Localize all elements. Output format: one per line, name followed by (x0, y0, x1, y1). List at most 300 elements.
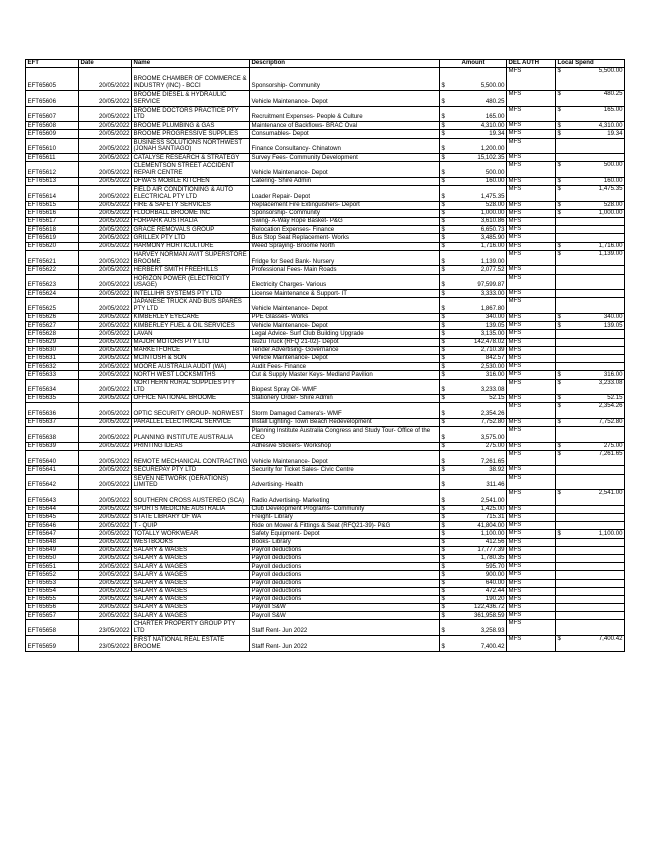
eft-cell: EFT65620 (26, 242, 79, 250)
eft-cell: EFT65647 (26, 530, 79, 538)
eft-cell: EFT65656 (26, 604, 79, 612)
date-cell: 20/05/2022 (79, 346, 132, 354)
amount-cell (440, 505, 507, 513)
date-cell: 20/05/2022 (79, 514, 132, 522)
header-date: Date (79, 60, 132, 68)
date-cell: 20/05/2022 (79, 154, 132, 162)
amount-cell (440, 554, 507, 562)
table-row (26, 554, 625, 562)
del-auth-cell: MFS (507, 250, 556, 266)
currency-symbol: $ (557, 90, 561, 97)
currency-symbol: $ (557, 379, 561, 386)
eft-cell: EFT65649 (26, 546, 79, 554)
del-auth-cell: MFS (507, 209, 556, 217)
amount-cell (440, 563, 507, 571)
header-del-auth: DEL AUTH (507, 60, 556, 68)
currency-symbol: $ (441, 570, 445, 578)
eft-cell: EFT65613 (26, 177, 79, 185)
eft-cell: EFT65636 (26, 403, 79, 419)
amount-cell (440, 154, 507, 162)
currency-symbol: $ (441, 370, 445, 378)
currency-symbol: $ (441, 217, 445, 225)
name-cell: PRINTING IDEAS (132, 442, 250, 450)
table-row (26, 338, 625, 346)
name-cell: DFWA'S MOBILE KITCHEN (132, 177, 250, 185)
amount-value: 2,077.52 (480, 265, 505, 273)
name-cell: MOORE AUSTRALIA AUDIT (WA) (132, 363, 250, 371)
date-cell: 20/05/2022 (79, 466, 132, 474)
name-cell: KIMBERLEY FUEL & OIL SERVICES (132, 322, 250, 330)
eft-cell: EFT65651 (26, 563, 79, 571)
amount-value: 5,500.00 (480, 82, 505, 90)
date-cell: 20/05/2022 (79, 450, 132, 466)
eft-cell: EFT65623 (26, 274, 79, 290)
name-cell: TOTALLY WORKWEAR (132, 530, 250, 538)
table-row (26, 371, 625, 379)
description-cell: Payroll deductions (250, 579, 440, 587)
amount-value: 3,485.90 (480, 233, 505, 241)
currency-symbol: $ (441, 410, 445, 418)
date-cell: 20/05/2022 (79, 579, 132, 587)
name-cell: NORTHERN RURAL SUPPLIES PTY LTD (132, 379, 250, 395)
table-row (26, 130, 625, 138)
currency-symbol: $ (557, 106, 561, 113)
name-cell: SALARY & WAGES (132, 554, 250, 562)
currency-symbol: $ (441, 121, 445, 129)
currency-symbol: $ (557, 313, 561, 321)
amount-cell (440, 274, 507, 290)
amount-cell (440, 266, 507, 274)
date-cell: 20/05/2022 (79, 563, 132, 571)
amount-cell (440, 604, 507, 612)
eft-cell: EFT65628 (26, 330, 79, 338)
del-auth-cell: MFS (507, 522, 556, 530)
local-spend-cell (556, 595, 625, 603)
del-auth-cell: MFS (507, 505, 556, 513)
del-auth-cell: MFS (507, 234, 556, 242)
date-cell: 20/05/2022 (79, 571, 132, 579)
local-spend-cell (556, 106, 625, 122)
amount-cell (440, 418, 507, 426)
description-cell: Payroll S&W (250, 612, 440, 620)
name-cell: FIELD AIR CONDITIONING & AUTO ELECTRICAL PTY LTD (132, 186, 250, 202)
table-row (26, 612, 625, 620)
name-cell: OPTIC SECURITY GROUP- NORWEST (132, 403, 250, 419)
description-cell: Electricity Charges- Various (250, 274, 440, 290)
currency-symbol: $ (441, 386, 445, 394)
amount-cell (440, 91, 507, 107)
eft-cell: EFT65622 (26, 266, 79, 274)
del-auth-cell: MFS (507, 122, 556, 130)
del-auth-cell: MFS (507, 379, 556, 395)
amount-value: 480.25 (485, 97, 505, 105)
local-spend-cell (556, 322, 625, 330)
description-cell: Cut & Supply Master Keys- Medland Pavilion (250, 371, 440, 379)
amount-value: 2,354.26 (480, 410, 505, 418)
date-cell: 20/05/2022 (79, 612, 132, 620)
local-spend-value: 275.00 (603, 442, 623, 450)
date-cell: 20/05/2022 (79, 122, 132, 130)
date-cell: 20/05/2022 (79, 266, 132, 274)
amount-value: 640.00 (485, 579, 505, 586)
del-auth-cell: MFS (507, 418, 556, 426)
local-spend-value: 2,541.00 (598, 489, 623, 497)
date-cell: 20/05/2022 (79, 363, 132, 371)
table-row (26, 234, 625, 242)
name-cell: PARALLEL ELECTRICAL SERVICE (132, 418, 250, 426)
table-row (26, 91, 625, 107)
amount-value: 6,650.73 (480, 225, 505, 233)
name-cell: LAVAN (132, 330, 250, 338)
local-spend-cell (556, 571, 625, 579)
eft-cell: EFT65655 (26, 595, 79, 603)
eft-cell: EFT65630 (26, 346, 79, 354)
eft-cell: EFT65645 (26, 514, 79, 522)
amount-cell (440, 595, 507, 603)
description-cell: Relocation Expenses- Finance (250, 226, 440, 234)
currency-symbol: $ (441, 354, 445, 362)
date-cell: 20/05/2022 (79, 177, 132, 185)
local-spend-cell (556, 91, 625, 107)
date-cell: 20/05/2022 (79, 587, 132, 595)
currency-symbol: $ (557, 489, 561, 497)
amount-value: 160.00 (485, 177, 505, 185)
del-auth-cell: MFS (507, 242, 556, 250)
currency-symbol: $ (441, 201, 445, 209)
amount-cell (440, 466, 507, 474)
eft-cell: EFT65629 (26, 338, 79, 346)
description-cell: PPE Glasses- Works (250, 314, 440, 322)
del-auth-cell: MFS (507, 330, 556, 338)
currency-symbol: $ (557, 201, 561, 209)
eft-cell: EFT65646 (26, 522, 79, 530)
eft-cell: EFT65642 (26, 474, 79, 490)
table-row (26, 354, 625, 362)
currency-symbol: $ (441, 177, 445, 185)
local-spend-cell (556, 538, 625, 546)
name-cell: SEVEN NETWORK (OERATIONS) LIMITED (132, 474, 250, 490)
local-spend-cell (556, 201, 625, 209)
table-row (26, 466, 625, 474)
description-cell: Payroll deductions (250, 554, 440, 562)
name-cell: SALARY & WAGES (132, 579, 250, 587)
description-cell: Fridge for Seed Bank- Nursery (250, 250, 440, 266)
currency-symbol: $ (557, 635, 561, 643)
currency-symbol: $ (557, 161, 561, 169)
local-spend-cell (556, 290, 625, 298)
del-auth-cell: MFS (507, 636, 556, 652)
name-cell: SPORTS MEDICINE AUSTRALIA (132, 505, 250, 513)
local-spend-cell (556, 162, 625, 178)
description-cell: Replacement Fire Extinguishers- Deport (250, 201, 440, 209)
name-cell: BROOME DIESEL & HYDRAULIC SERVICE (132, 91, 250, 107)
amount-value: 1,000.00 (480, 209, 505, 217)
description-cell: Staff Rent- Jun 2022 (250, 636, 440, 652)
table-row (26, 427, 625, 443)
local-spend-cell (556, 522, 625, 530)
currency-symbol: $ (557, 250, 561, 257)
local-spend-cell (556, 177, 625, 185)
local-spend-cell (556, 490, 625, 506)
header-local-spend: Local Spend (556, 60, 625, 68)
currency-symbol: $ (441, 305, 445, 313)
eft-cell: EFT65644 (26, 505, 79, 513)
currency-symbol: $ (441, 153, 445, 161)
currency-symbol: $ (441, 513, 445, 521)
name-cell: BROOME DOCTORS PRACTICE PTY LTD (132, 106, 250, 122)
local-spend-value: 1,000.00 (598, 209, 623, 217)
name-cell: BROOME PLUMBING & GAS (132, 122, 250, 130)
amount-value: 1,425.00 (480, 505, 505, 513)
amount-cell (440, 427, 507, 443)
currency-symbol: $ (441, 505, 445, 513)
amount-cell (440, 106, 507, 122)
amount-value: 38.92 (489, 465, 505, 473)
table-row (26, 218, 625, 226)
table-row (26, 595, 625, 603)
amount-cell (440, 636, 507, 652)
del-auth-cell: MFS (507, 450, 556, 466)
table-row (26, 106, 625, 122)
eft-cell: EFT65610 (26, 138, 79, 154)
amount-cell (440, 226, 507, 234)
amount-value: 472.44 (485, 587, 505, 595)
amount-value: 4,310.00 (480, 121, 505, 129)
local-spend-value: 7,261.65 (598, 450, 623, 457)
name-cell: FIRE & SAFETY SERVICES (132, 201, 250, 209)
description-cell: Advertising- Health (250, 474, 440, 490)
date-cell: 20/05/2022 (79, 218, 132, 226)
table-row (26, 450, 625, 466)
table-row (26, 490, 625, 506)
date-cell: 20/05/2022 (79, 298, 132, 314)
date-cell: 23/05/2022 (79, 636, 132, 652)
description-cell: Payroll deductions (250, 571, 440, 579)
name-cell: BROOME PROGRESSIVE SUPPLIES (132, 130, 250, 138)
eft-cell: EFT65635 (26, 395, 79, 403)
description-cell: License Maintenance & Support- IT (250, 290, 440, 298)
table-row (26, 266, 625, 274)
currency-symbol: $ (441, 554, 445, 562)
date-cell: 20/05/2022 (79, 530, 132, 538)
local-spend-cell (556, 330, 625, 338)
amount-value: 412.56 (485, 538, 505, 545)
eft-cell: EFT65640 (26, 450, 79, 466)
description-cell: Vehicle Maintenance- Depot (250, 91, 440, 107)
local-spend-cell (556, 530, 625, 538)
del-auth-cell: MFS (507, 612, 556, 620)
del-auth-cell: MFS (507, 314, 556, 322)
name-cell: KIMBERLEY EYECARE (132, 314, 250, 322)
del-auth-cell: MFS (507, 554, 556, 562)
name-cell: SALARY & WAGES (132, 612, 250, 620)
local-spend-cell (556, 604, 625, 612)
description-cell: Payroll S&W (250, 604, 440, 612)
amount-value: 316.00 (485, 370, 505, 378)
local-spend-cell (556, 418, 625, 426)
table-row (26, 538, 625, 546)
description-cell: Recruitment Expenses- People & Culture (250, 106, 440, 122)
local-spend-value: 160.00 (603, 177, 623, 185)
eft-cell: EFT65652 (26, 571, 79, 579)
eft-cell: EFT65616 (26, 209, 79, 217)
table-row (26, 571, 625, 579)
table-row (26, 226, 625, 234)
currency-symbol: $ (441, 129, 445, 137)
name-cell: NORTH WEST LOCKSMITHS (132, 371, 250, 379)
description-cell: Loader Repair- Depot (250, 186, 440, 202)
amount-cell (440, 314, 507, 322)
amount-cell (440, 579, 507, 587)
currency-symbol: $ (441, 433, 445, 441)
amount-value: 1,780.35 (480, 554, 505, 562)
eft-cell: EFT65609 (26, 130, 79, 138)
name-cell: HERBERT SMITH FREEHILLS (132, 266, 250, 274)
eft-cell: EFT65650 (26, 554, 79, 562)
local-spend-value: 480.25 (603, 90, 623, 97)
currency-symbol: $ (441, 338, 445, 345)
table-row (26, 122, 625, 130)
date-cell: 20/05/2022 (79, 403, 132, 419)
date-cell: 20/05/2022 (79, 234, 132, 242)
amount-cell (440, 379, 507, 395)
amount-cell (440, 330, 507, 338)
description-cell: Survey Fees- Community Development (250, 154, 440, 162)
amount-cell (440, 522, 507, 530)
name-cell: SALARY & WAGES (132, 546, 250, 554)
table-row (26, 418, 625, 426)
del-auth-cell: MFS (507, 546, 556, 554)
eft-cell: EFT65624 (26, 290, 79, 298)
amount-cell (440, 218, 507, 226)
del-auth-cell: MFS (507, 595, 556, 603)
del-auth-cell: MFS (507, 346, 556, 354)
eft-cell: EFT65659 (26, 636, 79, 652)
description-cell: Staff Rent- Jun 2022 (250, 620, 440, 636)
eft-cell: EFT65621 (26, 250, 79, 266)
currency-symbol: $ (441, 538, 445, 545)
date-cell: 20/05/2022 (79, 162, 132, 178)
del-auth-cell: MFS (507, 563, 556, 571)
eft-cell: EFT65648 (26, 538, 79, 546)
name-cell: T - QUIP (132, 522, 250, 530)
table-row (26, 162, 625, 178)
date-cell: 20/05/2022 (79, 546, 132, 554)
local-spend-cell (556, 274, 625, 290)
local-spend-cell (556, 338, 625, 346)
table-row (26, 298, 625, 314)
amount-value: 2,530.00 (480, 362, 505, 370)
amount-value: 97,599.87 (477, 281, 505, 289)
currency-symbol: $ (441, 169, 445, 177)
local-spend-value: 4,310.00 (598, 121, 623, 129)
del-auth-cell: MFS (507, 177, 556, 185)
eft-cell: EFT65637 (26, 418, 79, 426)
currency-symbol: $ (557, 442, 561, 450)
local-spend-cell (556, 218, 625, 226)
date-cell: 20/05/2022 (79, 354, 132, 362)
local-spend-cell (556, 346, 625, 354)
name-cell: BROOME CHAMBER OF COMMERCE & INDUSTRY (INC) - BCCI (132, 68, 250, 91)
header-description: Description (250, 60, 440, 68)
del-auth-cell: MFS (507, 604, 556, 612)
eft-cell: EFT65638 (26, 427, 79, 443)
currency-symbol: $ (441, 362, 445, 370)
description-cell: Adhesive Stickers- Workshop (250, 442, 440, 450)
currency-symbol: $ (441, 418, 445, 426)
currency-symbol: $ (557, 67, 561, 74)
local-spend-cell (556, 505, 625, 513)
amount-cell (440, 395, 507, 403)
local-spend-value: 340.00 (603, 313, 623, 321)
table-row (26, 505, 625, 513)
del-auth-cell: MFS (507, 201, 556, 209)
local-spend-value: 316.00 (603, 370, 623, 378)
date-cell: 20/05/2022 (79, 250, 132, 266)
table-row (26, 250, 625, 266)
local-spend-value: 1,475.35 (598, 185, 623, 193)
del-auth-cell: MFS (507, 226, 556, 234)
eft-cell: EFT65608 (26, 122, 79, 130)
local-spend-cell (556, 130, 625, 138)
date-cell: 20/05/2022 (79, 290, 132, 298)
description-cell: Payroll deductions (250, 587, 440, 595)
local-spend-cell (556, 612, 625, 620)
date-cell: 20/05/2022 (79, 427, 132, 443)
local-spend-cell (556, 427, 625, 443)
currency-symbol: $ (557, 129, 561, 137)
currency-symbol: $ (441, 192, 445, 200)
date-cell: 20/05/2022 (79, 474, 132, 490)
local-spend-cell (556, 450, 625, 466)
local-spend-cell (556, 587, 625, 595)
local-spend-cell (556, 314, 625, 322)
table-body (26, 68, 625, 652)
local-spend-cell (556, 234, 625, 242)
currency-symbol: $ (441, 627, 445, 635)
table-row (26, 546, 625, 554)
currency-symbol: $ (557, 402, 561, 410)
local-spend-cell (556, 266, 625, 274)
table-row (26, 201, 625, 209)
amount-value: 17,777.39 (477, 546, 505, 554)
del-auth-cell: MFS (507, 363, 556, 371)
currency-symbol: $ (557, 450, 561, 457)
date-cell: 20/05/2022 (79, 68, 132, 91)
date-cell: 20/05/2022 (79, 209, 132, 217)
amount-value: 3,333.00 (480, 289, 505, 297)
table-row (26, 579, 625, 587)
del-auth-cell: MFS (507, 403, 556, 419)
date-cell: 20/05/2022 (79, 330, 132, 338)
local-spend-cell (556, 226, 625, 234)
name-cell: CATALYSE RESEARCH & STRATEGY (132, 154, 250, 162)
date-cell: 20/05/2022 (79, 604, 132, 612)
amount-cell (440, 363, 507, 371)
description-cell: Safety Equipment- Depot (250, 530, 440, 538)
currency-symbol: $ (557, 529, 561, 537)
local-spend-value: 165.00 (603, 106, 623, 113)
name-cell: REMOTE MECHANICAL CONTRACTING (132, 450, 250, 466)
eft-cell: EFT65617 (26, 218, 79, 226)
date-cell: 20/05/2022 (79, 538, 132, 546)
date-cell: 20/05/2022 (79, 138, 132, 154)
currency-symbol: $ (441, 321, 445, 329)
name-cell: GRILLEX PTY LTD (132, 234, 250, 242)
amount-value: 361,958.59 (474, 611, 505, 619)
payments-table (25, 59, 625, 652)
table-row (26, 330, 625, 338)
